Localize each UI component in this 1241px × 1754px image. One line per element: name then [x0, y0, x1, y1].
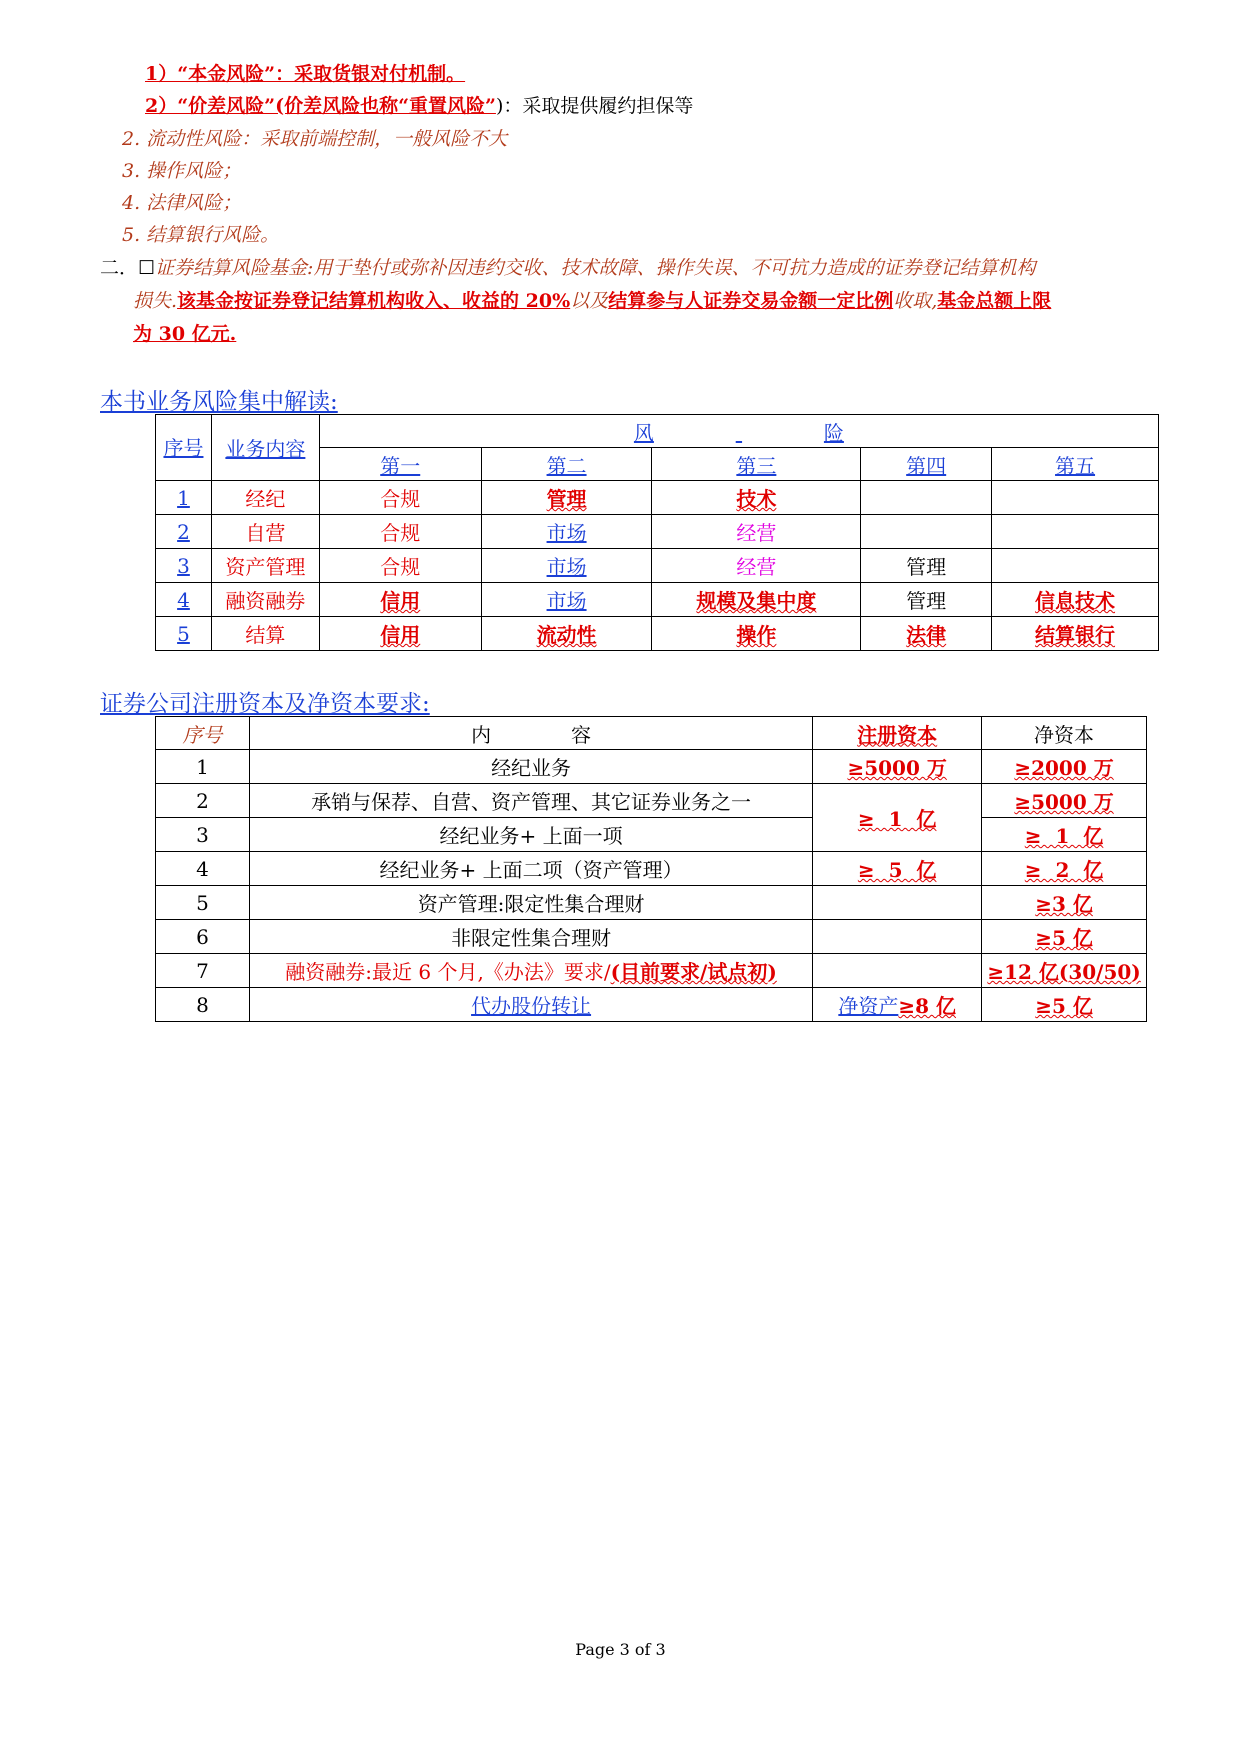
table-row: [156, 617, 1159, 651]
table-row: [156, 750, 1147, 784]
row-reg-a: 净资产: [838, 994, 899, 1018]
table-row: [156, 481, 1159, 515]
table-row: [156, 988, 1147, 1022]
table-row: [156, 920, 1147, 954]
row-content-b: (目前要求/试点初): [610, 960, 777, 984]
fund-text-g: 基金总额上限: [937, 290, 1052, 312]
fund-paragraph-line3: 为 30 亿元.: [133, 323, 237, 345]
row-seq: 3: [156, 549, 212, 583]
row-net: ≥ 1 亿: [982, 818, 1147, 852]
capital-header-net: 净资本: [982, 717, 1147, 750]
risk-cell: 操作: [652, 617, 861, 651]
row-reg: ≥ 1 亿: [813, 784, 982, 852]
fund-paragraph-line2: [133, 289, 1051, 313]
risk-col-2: 第二: [481, 448, 652, 481]
row-name: 结算: [211, 617, 319, 651]
row-net: ≥5000 万: [982, 784, 1147, 818]
row-reg: ≥ 5 亿: [813, 852, 982, 886]
risk-cell: 信息技术: [992, 583, 1159, 617]
list-item-1: [145, 62, 465, 86]
row-reg: ≥5000 万: [813, 750, 982, 784]
row-seq: 5: [156, 617, 212, 651]
risk-cell: 经营: [652, 515, 861, 549]
risk-cell: 技术: [652, 481, 861, 515]
fund-text-f: 收取,: [893, 290, 938, 312]
risk-cell: [861, 515, 992, 549]
paragraph-marker: 二．☐: [100, 257, 156, 279]
risk-col-5: 第五: [992, 448, 1159, 481]
risk-cell: [861, 481, 992, 515]
row-net: ≥5 亿: [982, 920, 1147, 954]
row-name: 资产管理: [211, 549, 319, 583]
row-seq: 2: [156, 515, 212, 549]
capital-section-heading: 证券公司注册资本及净资本要求:: [100, 691, 430, 717]
row-content: 代办股份转让: [249, 988, 812, 1022]
capital-table: [155, 716, 1147, 1022]
row-seq: 7: [156, 954, 250, 988]
risk-cell: 合规: [319, 515, 481, 549]
fund-text-c: 该基金按证券登记结算机构收入、收益的 20%: [177, 290, 571, 312]
risk-cell: 结算银行: [992, 617, 1159, 651]
row-name: 经纪: [211, 481, 319, 515]
row-seq: 1: [156, 481, 212, 515]
risk-cell: 规模及集中度: [652, 583, 861, 617]
risk-cell: 信用: [319, 617, 481, 651]
risk-header-risk-b: 险: [823, 420, 844, 445]
table-row: [156, 886, 1147, 920]
risk-header-risk: [319, 415, 1158, 448]
risk-cell: 法律: [861, 617, 992, 651]
fund-text-e: 结算参与人证券交易金额一定比例: [608, 290, 894, 312]
list-item-2: [145, 94, 693, 118]
row-net: ≥3 亿: [982, 886, 1147, 920]
risk-cell: [992, 515, 1159, 549]
row-seq: 1: [156, 750, 250, 784]
list-item-2-desc: )：采取提供履约担保等: [495, 95, 694, 117]
risk-cell: [992, 481, 1159, 515]
row-content: 资产管理:限定性集合理财: [249, 886, 812, 920]
risk-col-3: 第三: [652, 448, 861, 481]
row-name: 融资融券: [211, 583, 319, 617]
row-seq: 6: [156, 920, 250, 954]
list-item-5: 4. 法律风险；: [122, 192, 242, 214]
row-content: 承销与保荐、自营、资产管理、其它证券业务之一: [249, 784, 812, 818]
row-net: ≥5 亿: [982, 988, 1147, 1022]
risk-cell: 合规: [319, 481, 481, 515]
risk-cell: 市场: [481, 515, 652, 549]
risk-table: [155, 414, 1159, 651]
row-seq: 5: [156, 886, 250, 920]
row-seq: 4: [156, 852, 250, 886]
list-item-6: 5. 结算银行风险。: [122, 224, 280, 246]
row-content: 经纪业务+ 上面一项: [249, 818, 812, 852]
row-reg: [813, 988, 982, 1022]
row-reg: [813, 886, 982, 920]
row-seq: 2: [156, 784, 250, 818]
risk-col-1: 第一: [319, 448, 481, 481]
row-seq: 8: [156, 988, 250, 1022]
row-reg: [813, 920, 982, 954]
risk-cell: 信用: [319, 583, 481, 617]
risk-cell: 市场: [481, 549, 652, 583]
capital-header-reg: 注册资本: [813, 717, 982, 750]
risk-col-4: 第四: [861, 448, 992, 481]
list-item-1-text: 1）“本金风险”：采取货银对付机制。: [145, 63, 466, 85]
risk-cell: 管理: [481, 481, 652, 515]
table-row: [156, 818, 1147, 852]
risk-cell: 经营: [652, 549, 861, 583]
risk-cell: 市场: [481, 583, 652, 617]
table-row: [156, 549, 1159, 583]
row-net: ≥ 2 亿: [982, 852, 1147, 886]
row-content: 经纪业务+ 上面二项（资产管理）: [249, 852, 812, 886]
row-content: 非限定性集合理财: [249, 920, 812, 954]
risk-section-heading: 本书业务风险集中解读:: [100, 389, 338, 415]
table-row: [156, 784, 1147, 818]
risk-cell: 管理: [861, 583, 992, 617]
row-reg: [813, 954, 982, 988]
table-row: [156, 954, 1147, 988]
page-number: Page 3 of 3: [575, 1640, 666, 1659]
list-item-2-title: 2）“价差风险”(价差风险也称“重置风险”: [145, 95, 496, 117]
list-item-4: 3. 操作风险；: [122, 160, 242, 182]
row-content-a: 融资融券:最近 6 个月,《办法》要求/: [285, 960, 611, 984]
row-content: [249, 954, 812, 988]
risk-header-risk-a: 风: [633, 420, 654, 445]
fund-text-d: 以及: [570, 290, 609, 312]
row-content: 经纪业务: [249, 750, 812, 784]
risk-header-seq: 序号: [156, 415, 212, 481]
risk-cell: 合规: [319, 549, 481, 583]
row-name: 自营: [211, 515, 319, 549]
risk-header-content: 业务内容: [211, 415, 319, 481]
list-item-3: 2. 流动性风险：采取前端控制，一般风险不大: [122, 128, 508, 150]
table-row: [156, 583, 1159, 617]
row-net: ≥2000 万: [982, 750, 1147, 784]
risk-cell: 管理: [861, 549, 992, 583]
capital-header-content: 内 容: [249, 717, 812, 750]
fund-text-b: 损失.: [133, 290, 178, 312]
risk-cell: 流动性: [481, 617, 652, 651]
fund-paragraph-line1: [100, 256, 1035, 280]
row-net: ≥12 亿(30/50): [982, 954, 1147, 988]
table-row: [156, 515, 1159, 549]
row-seq: 3: [156, 818, 250, 852]
table-row: [156, 852, 1147, 886]
risk-cell: [992, 549, 1159, 583]
capital-header-seq: 序号: [156, 717, 250, 750]
row-seq: 4: [156, 583, 212, 617]
fund-description: 证券结算风险基金:用于垫付或弥补因违约交收、技术故障、操作失误、不可抗力造成的证券登记结算机构: [155, 257, 1036, 279]
row-reg-b: ≥8 亿: [898, 994, 956, 1018]
